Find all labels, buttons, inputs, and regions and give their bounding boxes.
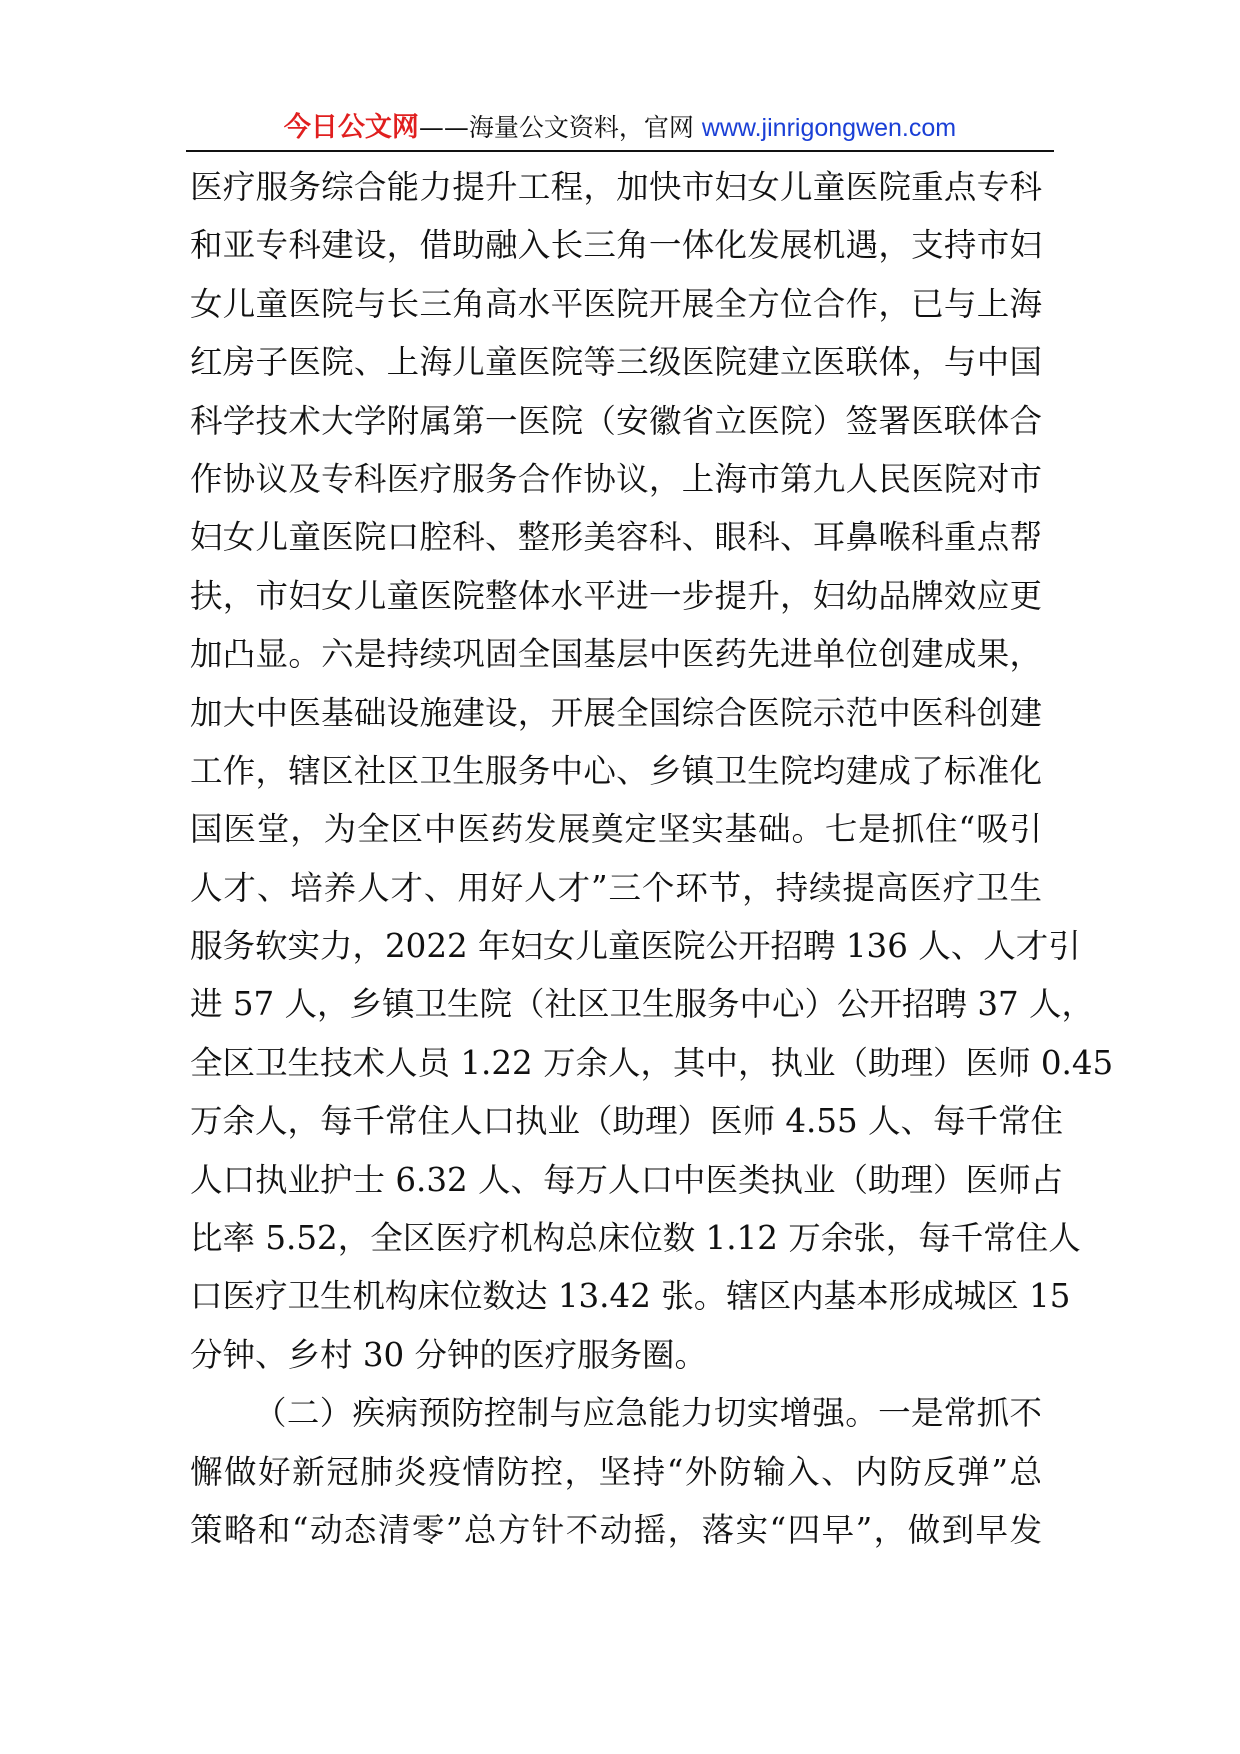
body-line: 比率 5.52，全区医疗机构总床位数 1.12 万余张，每千常住人 — [190, 1219, 1081, 1258]
body-line: 医疗服务综合能力提升工程，加快市妇女儿童医院重点专科 — [190, 168, 1042, 206]
body-line: 服务软实力，2022 年妇女儿童医院公开招聘 136 人、人才引 — [190, 927, 1081, 966]
header-rule — [186, 150, 1054, 152]
body-line: 科学技术大学附属第一医院（安徽省立医院）签署医联体合 — [190, 401, 1042, 440]
body-line: 作协议及专科医疗服务合作协议，上海市第九人民医院对市 — [190, 459, 1042, 498]
body-line: 懈做好新冠肺炎疫情防控，坚持“外防输入、内防反弹”总 — [190, 1452, 1042, 1491]
body-line: 口医疗卫生机构床位数达 13.42 张。辖区内基本形成城区 15 — [190, 1277, 1071, 1316]
body-line: 分钟、乡村 30 分钟的医疗服务圈。 — [190, 1335, 708, 1374]
header-tagline: ——海量公文资料，官网 — [418, 113, 702, 142]
body-line: 人才、培养人才、用好人才”三个环节，持续提高医疗卫生 — [190, 868, 1042, 907]
body-line: 和亚专科建设，借助融入长三角一体化发展机遇，支持市妇 — [190, 226, 1042, 265]
body-line: 加凸显。六是持续巩固全国基层中医药先进单位创建成果， — [190, 635, 1042, 674]
body-line: 红房子医院、上海儿童医院等三级医院建立医联体，与中国 — [190, 343, 1042, 382]
body-line: 全区卫生技术人员 1.22 万余人，其中，执业（助理）医师 0.45 — [190, 1043, 1114, 1082]
body-line: 妇女儿童医院口腔科、整形美容科、眼科、耳鼻喉科重点帮 — [190, 518, 1042, 557]
page-header — [186, 108, 1054, 148]
body-line: 国医堂，为全区中医药发展奠定坚实基础。七是抓住“吸引 — [190, 810, 1042, 849]
body-line: 工作，辖区社区卫生服务中心、乡镇卫生院均建成了标准化 — [190, 751, 1042, 790]
body-line: 万余人，每千常住人口执业（助理）医师 4.55 人、每千常住 — [190, 1102, 1064, 1141]
document-body — [190, 158, 1114, 1559]
brand-name: 今日公文网 — [283, 112, 419, 143]
body-line: 扶，市妇女儿童医院整体水平进一步提升，妇幼品牌效应更 — [190, 576, 1042, 615]
body-line: 进 57 人，乡镇卫生院（社区卫生服务中心）公开招聘 37 人， — [190, 985, 1095, 1024]
section-heading-line: （二）疾病预防控制与应急能力切实增强。一是常抓不 — [254, 1394, 1042, 1433]
body-line: 加大中医基础设施建设，开展全国综合医院示范中医科创建 — [190, 693, 1042, 732]
website-link[interactable]: www.jinrigongwen.com — [701, 114, 957, 142]
body-line: 人口执业护士 6.32 人、每万人口中医类执业（助理）医师占 — [190, 1160, 1064, 1199]
body-line: 女儿童医院与长三角高水平医院开展全方位合作，已与上海 — [190, 284, 1042, 323]
body-line: 策略和“动态清零”总方针不动摇，落实“四早”，做到早发 — [190, 1510, 1042, 1549]
